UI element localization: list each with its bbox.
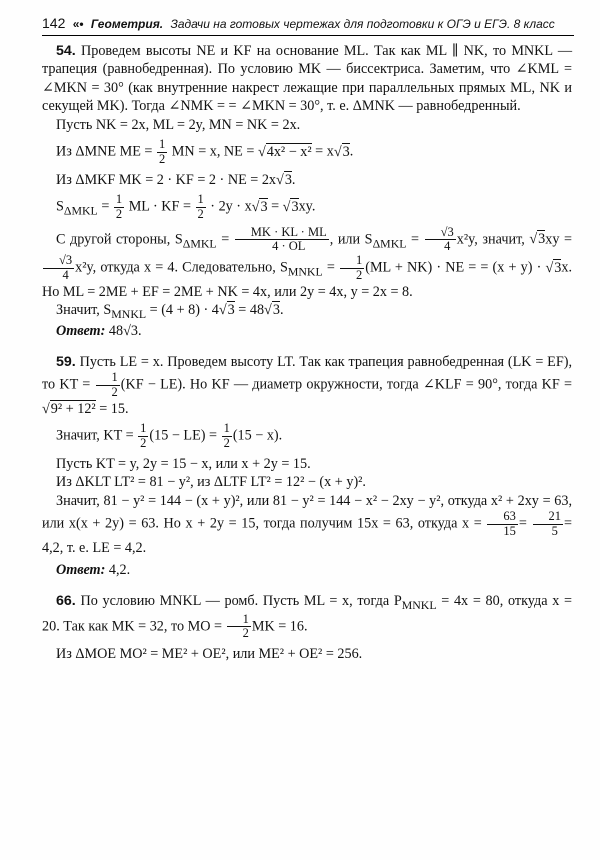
problem-54-answer (42, 322, 572, 340)
text: (KF − LE). Но KF — диаметр окружности, тогда ∠KLF = 90°, тогда KF = (120, 376, 573, 393)
text: x²y, значит, (456, 231, 525, 248)
answer-label: Ответ: (56, 323, 106, 340)
frac-num: 1 (340, 254, 364, 269)
frac-num: 1 (96, 371, 120, 386)
problem-54-line (42, 138, 572, 167)
sqrt-sign (529, 231, 537, 247)
problem-54-intro (42, 42, 572, 116)
problem-59-line (42, 422, 572, 451)
text: = (267, 198, 280, 215)
sqrt-radicand: 3 (342, 143, 350, 160)
text: . (279, 302, 284, 319)
frac-den: 4 (62, 267, 69, 282)
text: Пусть LE = x. Проведем высоту LT. Так как трапеция равнобедренная (LK = EF), то KT = (42, 353, 573, 393)
answer-value: 4,2. (108, 562, 131, 579)
problem-66-intro (42, 592, 572, 642)
frac-den: 2 (197, 206, 204, 221)
text: · 2y · x (210, 198, 252, 215)
fraction (340, 254, 364, 283)
text: = 4x = 80, откуда x = 20. Так как MK = 32, то MO = (42, 592, 573, 635)
frac-num: MK · KL · ML (235, 226, 329, 241)
problem-59-line (42, 492, 572, 557)
problem-54-line: Пусть NK = 2x, ML = 2y, MN = NK = 2x. (56, 116, 301, 133)
subscript: ΔMKL (372, 236, 407, 251)
sqrt-sign (276, 172, 284, 188)
header-rule (42, 35, 574, 36)
fraction (533, 510, 564, 539)
text: ML · KF = (128, 198, 191, 215)
text: = (406, 231, 420, 248)
text: = x (315, 143, 334, 160)
fraction (138, 422, 148, 451)
answer-label: Ответ: (56, 562, 106, 579)
problem-59-intro (42, 353, 572, 418)
problem-59-line: Из ΔKLT LT² = 81 − y², из ΔLTF LT² = 12² − (x + y)². (56, 474, 366, 491)
running-header (42, 14, 562, 33)
subscript: ΔMKL (182, 236, 217, 251)
frac-num: 1 (197, 192, 204, 207)
text: С другой стороны, S (56, 231, 183, 248)
text: По условию MNKL — ромб. Пусть ML = x, тогда P (80, 592, 402, 609)
subscript: MNKL (401, 597, 437, 612)
problem-54-line (42, 226, 572, 301)
text: . (349, 143, 354, 160)
frac-num: 1 (223, 421, 230, 436)
text: (15 − LE) = (149, 427, 218, 444)
fraction (196, 193, 206, 222)
sqrt-radicand: 9² + 12² (50, 400, 96, 417)
fraction (157, 138, 167, 167)
text: Значит, KT = (56, 427, 134, 444)
text: = (322, 259, 335, 276)
text: x. Но ML = 2ME + EF = 2ME + NK = 4x, или 2y = 4x, y = 2x = 8. (42, 259, 572, 300)
text: xy = (545, 231, 572, 248)
subscript: MNKL (287, 264, 323, 279)
text: = (518, 515, 527, 532)
text: 15x = 63, откуда x = (357, 515, 482, 532)
frac-num: 21 (533, 510, 564, 525)
frac-num: 1 (227, 613, 251, 628)
sqrt-radicand: 3 (284, 171, 292, 188)
header-mark: «• (72, 17, 84, 31)
subscript: MNKL (111, 307, 147, 321)
text: (15 − x). (232, 427, 283, 444)
book-subtitle: Задачи на готовых чертежах для подготовки к ОГЭ и ЕГЭ. 8 класс (170, 17, 555, 31)
text: = 4,2, т. е. LE = 4,2. (42, 515, 573, 556)
frac-num: 1 (158, 137, 166, 152)
fraction (227, 613, 251, 642)
sqrt-radicand: 3 (227, 302, 235, 319)
frac-num: 63 (487, 510, 518, 525)
text: Значит, S (56, 302, 112, 319)
problem-66-line: Из ΔMOE MO² = ME² + OE², или ME² + OE² = 256. (56, 646, 363, 663)
sqrt-sign (264, 302, 272, 318)
frac-den: 2 (111, 385, 118, 400)
fraction (235, 226, 329, 255)
text: = (216, 231, 230, 248)
text: Из ΔMNE ME = (56, 143, 153, 160)
problem-59-number: 59. (56, 353, 76, 370)
fraction (43, 254, 74, 283)
frac-num: √3 (425, 226, 456, 241)
problem-54-line (42, 193, 572, 222)
sqrt-sign (219, 302, 227, 318)
frac-den: 4 (444, 239, 451, 254)
frac-num: √3 (43, 254, 74, 269)
subscript: ΔMKL (63, 203, 98, 218)
problem-59-line: Пусть KT = y, 2y = 15 − x, или x + 2y = 15. (56, 455, 311, 472)
sqrt-radicand: 3 (260, 198, 268, 215)
frac-den: 2 (115, 206, 123, 221)
problem-54-number: 54. (56, 43, 76, 59)
text: = 15. (95, 400, 129, 417)
frac-den: 2 (223, 435, 230, 450)
sqrt-sign (258, 144, 266, 160)
fraction (222, 422, 232, 451)
frac-den: 2 (158, 152, 166, 167)
text: Из ΔMKF MK = 2 · KF = 2 · NE = 2x (56, 171, 277, 188)
sqrt-radicand: 3 (272, 302, 280, 319)
frac-den: 2 (355, 267, 363, 282)
page-content (42, 42, 572, 664)
text: , или S (329, 231, 373, 248)
text: = 48 (234, 302, 265, 319)
frac-num: 1 (140, 421, 147, 436)
text: . (291, 171, 296, 188)
text: x²y, откуда x = 4. Следовательно, S (75, 259, 288, 276)
text: Значит, 81 − y² = 144 − (x + y)², или 81 − y² = 144 − x² − 2xy − y², откуда x² + 2xy = 63, или x(x + 2y) = 63. Но x + 2y = 15, тогда получим (42, 492, 572, 532)
fraction (114, 193, 124, 222)
book-title: Геометрия. (90, 17, 164, 31)
problem-54-line (42, 301, 572, 322)
frac-den: 5 (551, 523, 558, 538)
problem-54-line (42, 171, 572, 189)
sqrt-sign (334, 144, 342, 160)
sqrt-radicand: 3 (554, 259, 562, 276)
sqrt-radicand: 3 (538, 231, 546, 248)
text: (ML + NK) · NE = = (x + y) · (365, 259, 542, 276)
problem-66-number: 66. (56, 592, 76, 609)
sqrt-sign (42, 401, 50, 417)
text: MN = x, NE = (171, 143, 255, 160)
sqrt-radicand: 4x² − x² (266, 143, 312, 160)
frac-num: 1 (115, 192, 123, 207)
text: MK = 16. (251, 618, 308, 635)
frac-den: 2 (242, 626, 249, 641)
text: = (97, 198, 110, 215)
problem-59-answer (42, 561, 572, 579)
sqrt-radicand: 3 (291, 198, 299, 215)
fraction (425, 226, 456, 255)
fraction (96, 371, 120, 400)
frac-den: 15 (503, 523, 516, 538)
text: S (56, 198, 64, 215)
text: = (4 + 8) · 4 (146, 302, 219, 319)
problem-54-text: Проведем высоты NE и KF на основание ML. Так как ML ∥ NK, то MNKL — трапеция (равнобедренная). По условию MK — биссектриса. Заметим, что ∠KML = ∠MKN = 30° (как внутренние накрест лежащие при параллельных прямых ML, NK и секущей MK). Тогда ∠NMK = = ∠MKN = 30°, т. е. ΔMNK — равнобедренный. (42, 43, 573, 115)
text: xy. (298, 198, 316, 215)
frac-den: 4 · OL (272, 239, 306, 254)
fraction (487, 510, 518, 539)
answer-value: 48√3. (108, 323, 142, 340)
frac-den: 2 (140, 435, 147, 450)
page-number: 142 (42, 15, 66, 31)
